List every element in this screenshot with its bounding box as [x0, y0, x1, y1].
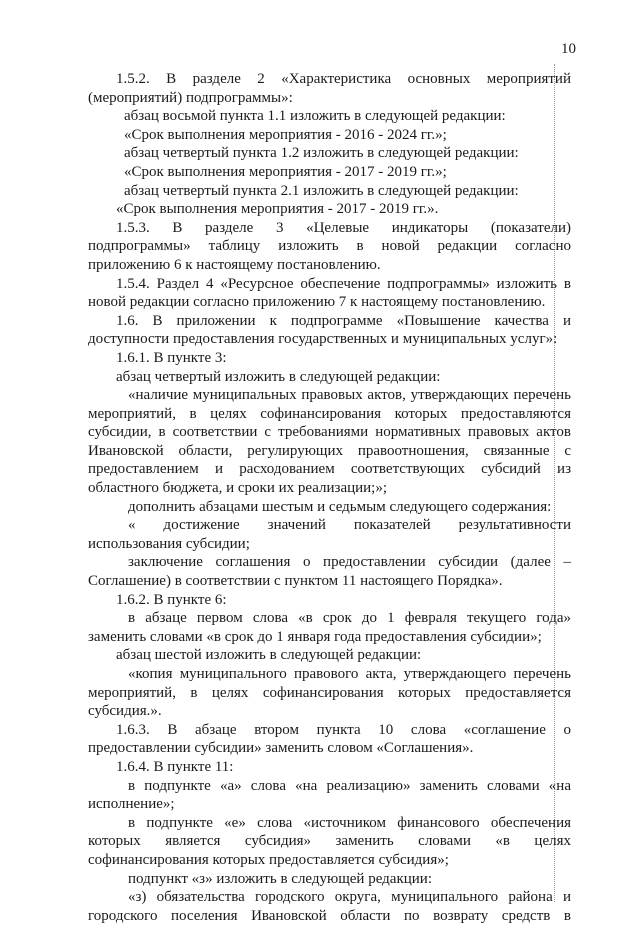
text-line: которых является субсидия» заменить словами «в целях [88, 833, 571, 850]
text-line: « достижение значений показателей результативности [128, 517, 571, 534]
text-line: абзац четвертый пункта 2.1 изложить в следующей редакции: [124, 182, 519, 199]
text-line: «копия муниципального правового акта, утверждающего перечень [128, 666, 571, 682]
text-line: заключение соглашения о предоставлении субсидии (далее – [128, 554, 571, 571]
text-line: использования субсидии; [88, 535, 250, 552]
text-line: заменить словами «в срок до 1 января года предоставления субсидии»; [88, 628, 542, 645]
text-line: 1.6.3. В абзаце втором пункта 10 слова «соглашение о [116, 721, 571, 738]
text-line: Соглашение) в соответствии с пунктом 11 настоящего Порядка». [88, 573, 503, 590]
text-line: городского поселения Ивановской области по возврату средств в [88, 907, 571, 924]
text-line: абзац восьмой пункта 1.1 изложить в следующей редакции: [124, 108, 506, 125]
text-line: абзац четвертый изложить в следующей редакции: [116, 368, 441, 385]
text-line: исполнение»; [88, 796, 175, 813]
text-line: новой редакции согласно приложению 7 к настоящему постановлению. [88, 294, 546, 311]
page-number: 10 [561, 41, 576, 57]
text-line: «Срок выполнения мероприятия - 2016 - 2024 гг.»; [124, 126, 447, 143]
text-line: приложению 6 к настоящему постановлению. [88, 256, 381, 273]
text-line: 1.5.4. Раздел 4 «Ресурсное обеспечение подпрограммы» изложить в [116, 275, 571, 292]
text-line: подпункт «з» изложить в следующей редакции: [128, 870, 432, 887]
text-line: абзац четвертый пункта 1.2 изложить в следующей редакции: [124, 145, 519, 162]
text-line: «Срок выполнения мероприятия - 2017 - 2019 гг.»; [124, 163, 447, 180]
text-line: подпрограммы» таблицу изложить в новой редакции согласно [88, 238, 571, 255]
text-line: «наличие муниципальных правовых актов, утверждающих перечень [128, 387, 571, 404]
text-line: мероприятий, в целях софинансирования которых предоставляются [88, 405, 571, 422]
text-line: 1.5.2. В разделе 2 «Характеристика основных мероприятий [116, 71, 571, 87]
text-line: в абзаце первом слова «в срок до 1 февраля текущего года» [128, 610, 571, 627]
text-line: 1.6.1. В пункте 3: [116, 349, 227, 366]
text-line: абзац шестой изложить в следующей редакции: [116, 647, 422, 664]
text-line: субсидия.». [88, 703, 162, 720]
text-line: софинансирования которых предоставляется субсидия»; [88, 851, 449, 868]
text-line: 1.5.3. В разделе 3 «Целевые индикаторы (показатели) [116, 219, 571, 236]
text-line: в подпункте «е» слова «источником финансового обеспечения [128, 814, 571, 831]
text-line: доступности предоставления государственных и муниципальных услуг»: [88, 331, 558, 348]
text-line: мероприятий, в целях софинансирования которых предоставляется [88, 684, 571, 701]
document-body [88, 70, 571, 925]
text-line: «Срок выполнения мероприятия - 2017 - 2019 гг.». [116, 201, 439, 218]
text-line: областного бюджета, и сроки их реализации;»; [88, 480, 388, 497]
text-line: дополнить абзацами шестым и седьмым следующего содержания: [128, 498, 552, 515]
text-line: субсидии, в соответствии с требованиями нормативных правовых актов [88, 424, 571, 441]
text-line: (мероприятий) подпрограммы»: [88, 89, 293, 106]
text-line: «з) обязательства городского округа, муниципального района и [128, 889, 571, 906]
text-line: в подпункте «а» слова «на реализацию» заменить словами «на [128, 777, 571, 794]
text-line: 1.6.2. В пункте 6: [116, 591, 227, 608]
text-line: 1.6. В приложении к подпрограмме «Повышение качества и [116, 312, 571, 329]
text-line: предоставлением и расходованием соответствующих субсидий из [88, 461, 571, 478]
text-line: предоставлении субсидии» заменить словом «Соглашения». [88, 740, 474, 757]
text-line: Ивановской области, регулирующих правоотношения, связанные с [88, 442, 571, 459]
text-line: 1.6.4. В пункте 11: [116, 758, 234, 775]
